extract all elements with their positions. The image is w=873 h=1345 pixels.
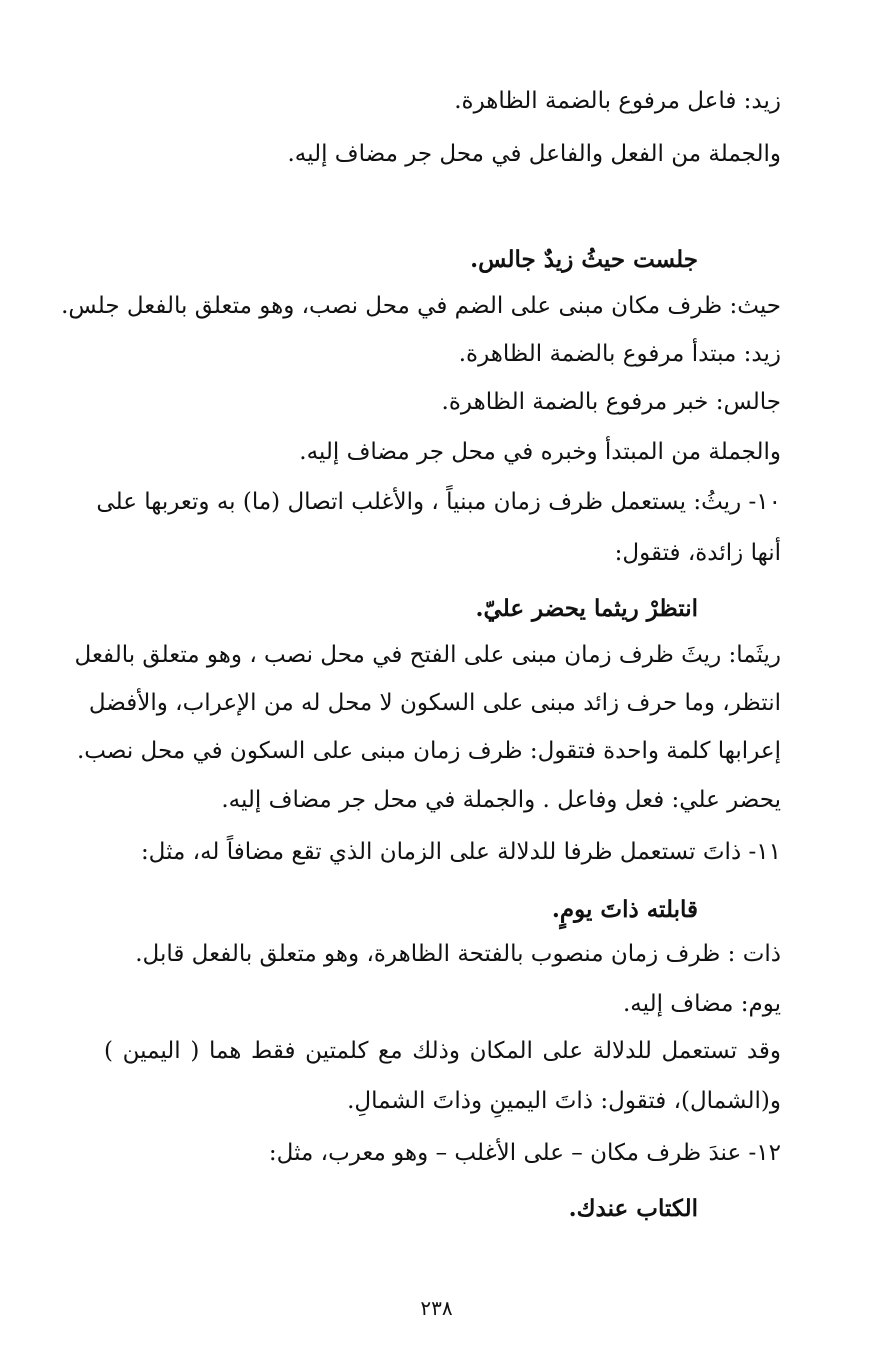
text-line: أنها زائدة، فتقول: xyxy=(614,540,781,566)
text-line: يحضر علي: فعل وفاعل . والجملة في محل جر مضاف إليه. xyxy=(221,787,781,813)
text-line: انتظر، وما حرف زائد مبنى على السكون لا محل له من الإعراب، والأفضل xyxy=(88,690,781,716)
text-line: زيد: مبتدأ مرفوع بالضمة الظاهرة. xyxy=(458,341,781,367)
text-line: حيث: ظرف مكان مبنى على الضم في محل نصب، وهو متعلق بالفعل جلس. xyxy=(61,293,781,319)
text-line: إعرابها كلمة واحدة فتقول: ظرف زمان مبنى على السكون في محل نصب. xyxy=(77,738,781,764)
page-number: ٢٣٨ xyxy=(420,1296,453,1320)
text-line: والجملة من المبتدأ وخبره في محل جر مضاف إليه. xyxy=(299,439,781,465)
text-line: ذات : ظرف زمان منصوب بالفتحة الظاهرة، وهو متعلق بالفعل قابل. xyxy=(135,941,781,967)
text-line: يوم: مضاف إليه. xyxy=(623,991,781,1017)
text-line: و(الشمال)، فتقول: ذاتَ اليمينِ وذاتَ الشمالِ. xyxy=(347,1088,781,1114)
section-heading-12: ١٢- عندَ ظرف مكان – على الأغلب – وهو معرب، مثل: xyxy=(268,1140,781,1166)
text-line: والجملة من الفعل والفاعل في محل جر مضاف إليه. xyxy=(287,141,781,167)
section-heading-10: ١٠- ريثُ: يستعمل ظرف زمان مبنياً ، والأغلب اتصال (ما) به وتعربها على xyxy=(96,489,781,515)
example-sentence: الكتاب عندك. xyxy=(568,1195,698,1222)
example-sentence: قابلته ذاتَ يومٍ. xyxy=(551,896,698,923)
text-line: ريثَما: ريثَ ظرف زمان مبنى على الفتح في محل نصب ، وهو متعلق بالفعل xyxy=(74,642,781,668)
text-line: وقد تستعمل للدلالة على المكان وذلك مع كلمتين فقط هما ( اليمين ) xyxy=(104,1038,781,1064)
example-sentence: جلست حيثُ زيدٌ جالس. xyxy=(470,246,698,273)
text-line: زيد: فاعل مرفوع بالضمة الظاهرة. xyxy=(454,88,781,114)
section-heading-11: ١١- ذاتَ تستعمل ظرفا للدلالة على الزمان الذي تقع مضافاً له، مثل: xyxy=(140,839,781,865)
text-line: جالس: خبر مرفوع بالضمة الظاهرة. xyxy=(441,389,781,415)
example-sentence: انتظرْ ريثما يحضر عليّ. xyxy=(475,595,698,622)
